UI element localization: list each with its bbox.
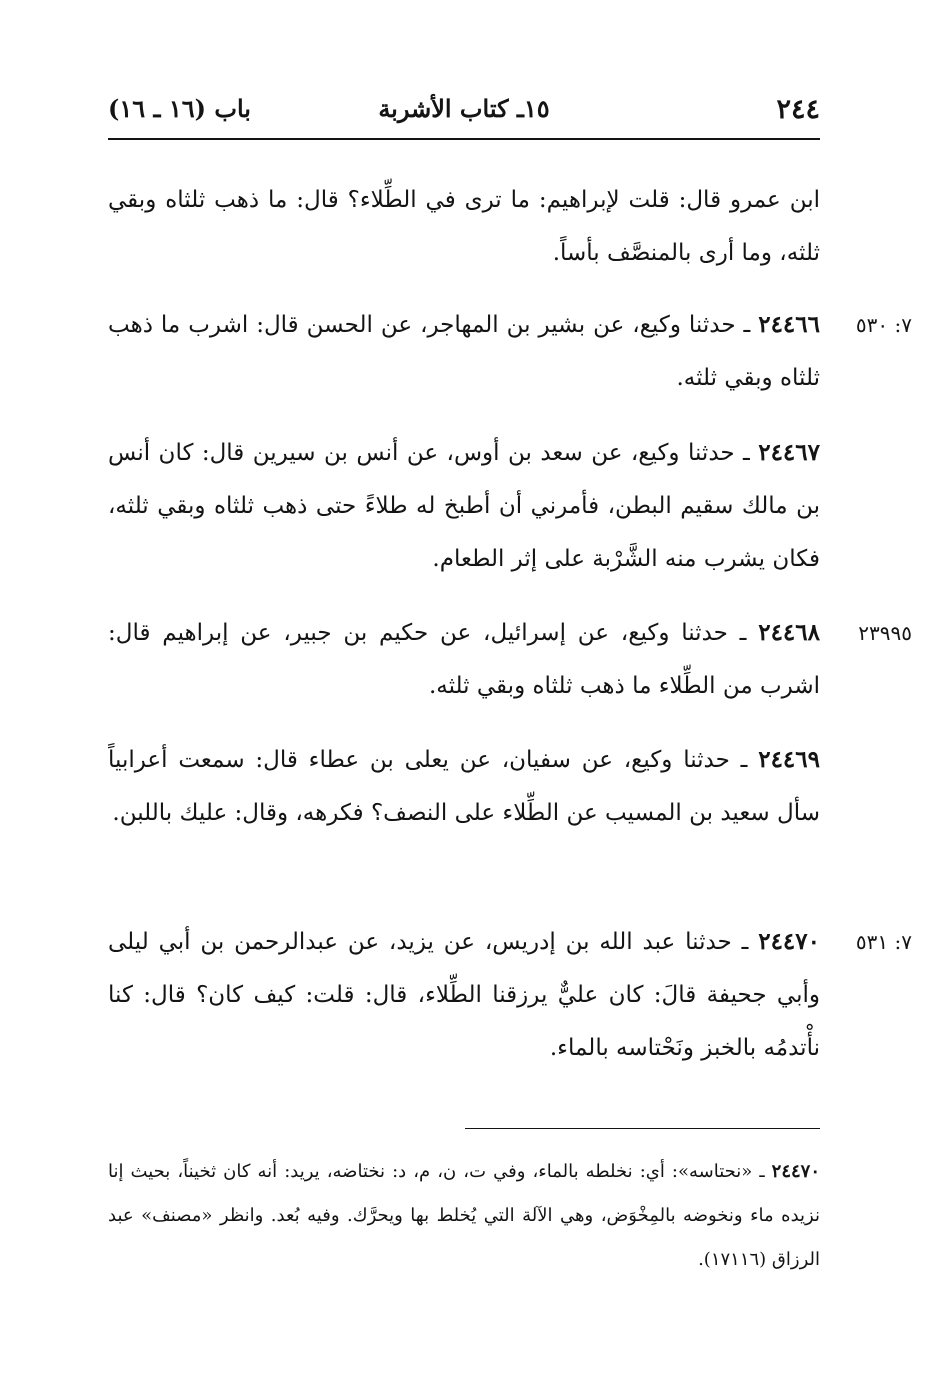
hadith-entry: [108, 733, 820, 840]
header-rule: [108, 138, 820, 140]
footnote-text: ـ «نحتاسه»: أي: نخلطه بالماء، وفي ت، ن، م، د: نختاضه، يريد: أنه كان ثخيناً، بحيث إنا نزيده ماء ونخوضه بالمِخْوَض، وهي الآلة التي يُخلط بها ويحرَّك. وفيه بُعد. وانظر «مصنف» عبد الرزاق (١٧١١٦).: [108, 1161, 820, 1270]
hadith-number: ٢٤٤٦٨: [758, 619, 820, 646]
chapter-label: باب (١٦ ـ ١٦): [108, 94, 251, 123]
page-header: [108, 94, 820, 128]
hadith-entry: [108, 915, 820, 1075]
margin-reference: ٧: ٥٣١: [855, 930, 912, 954]
hadith-number: ٢٤٤٦٧: [758, 439, 820, 466]
book-title: ١٥ـ كتاب الأشربة: [378, 94, 550, 123]
hadith-text: ـ حدثنا وكيع، عن سعد بن أوس، عن أنس بن سيرين قال: كان أنس بن مالك سقيم البطن، فأمرني أن أطبخ له طلاءً حتى ذهب ثلثاه وبقي ثلثه، فكان يشرب منه الشَّرْبة على إثر الطعام.: [108, 440, 820, 572]
hadith-number: ٢٤٤٦٦: [758, 311, 820, 338]
hadith-text: ـ حدثنا وكيع، عن سفيان، عن يعلى بن عطاء قال: سمعت أعرابياً سأل سعيد بن المسيب عن الطِّلاء على النصف؟ فكرهه، وقال: عليك باللبن.: [108, 747, 820, 826]
hadith-entry: [108, 298, 820, 405]
hadith-text: ـ حدثنا وكيع، عن بشير بن المهاجر، عن الحسن قال: اشرب ما ذهب ثلثاه وبقي ثلثه.: [108, 312, 820, 391]
hadith-text: ـ حدثنا وكيع، عن إسرائيل، عن حكيم بن جبير، عن إبراهيم قال: اشرب من الطِّلاء ما ذهب ثلثاه وبقي ثلثه.: [108, 620, 820, 699]
page-number: ٢٤٤: [776, 94, 820, 125]
footnote-number: ٢٤٤٧٠: [771, 1161, 820, 1182]
hadith-entry: [108, 426, 820, 586]
margin-reference: ٧: ٥٣٠: [855, 313, 912, 337]
hadith-text: ـ حدثنا عبد الله بن إدريس، عن يزيد، عن عبدالرحمن بن أبي ليلى وأبي جحيفة قالَ: كان عليٌّ يرزقنا الطِّلاء، قال: قلت: كيف كان؟ قال: كنا نأْتدمُه بالخبز ونَحْتاسه بالماء.: [108, 929, 820, 1061]
hadith-number: ٢٤٤٦٩: [758, 746, 820, 773]
hadith-entry: [108, 606, 820, 713]
intro-paragraph: ابن عمرو قال: قلت لإبراهيم: ما ترى في الطِّلاء؟ قال: ما ذهب ثلثاه وبقي ثلثه، وما أرى بالمنصَّف بأساً.: [108, 187, 820, 266]
margin-reference: ٢٣٩٩٥: [858, 621, 912, 645]
footnote-rule: [465, 1128, 820, 1129]
hadith-number: ٢٤٤٧٠: [758, 928, 820, 955]
footnote: [108, 1150, 820, 1282]
